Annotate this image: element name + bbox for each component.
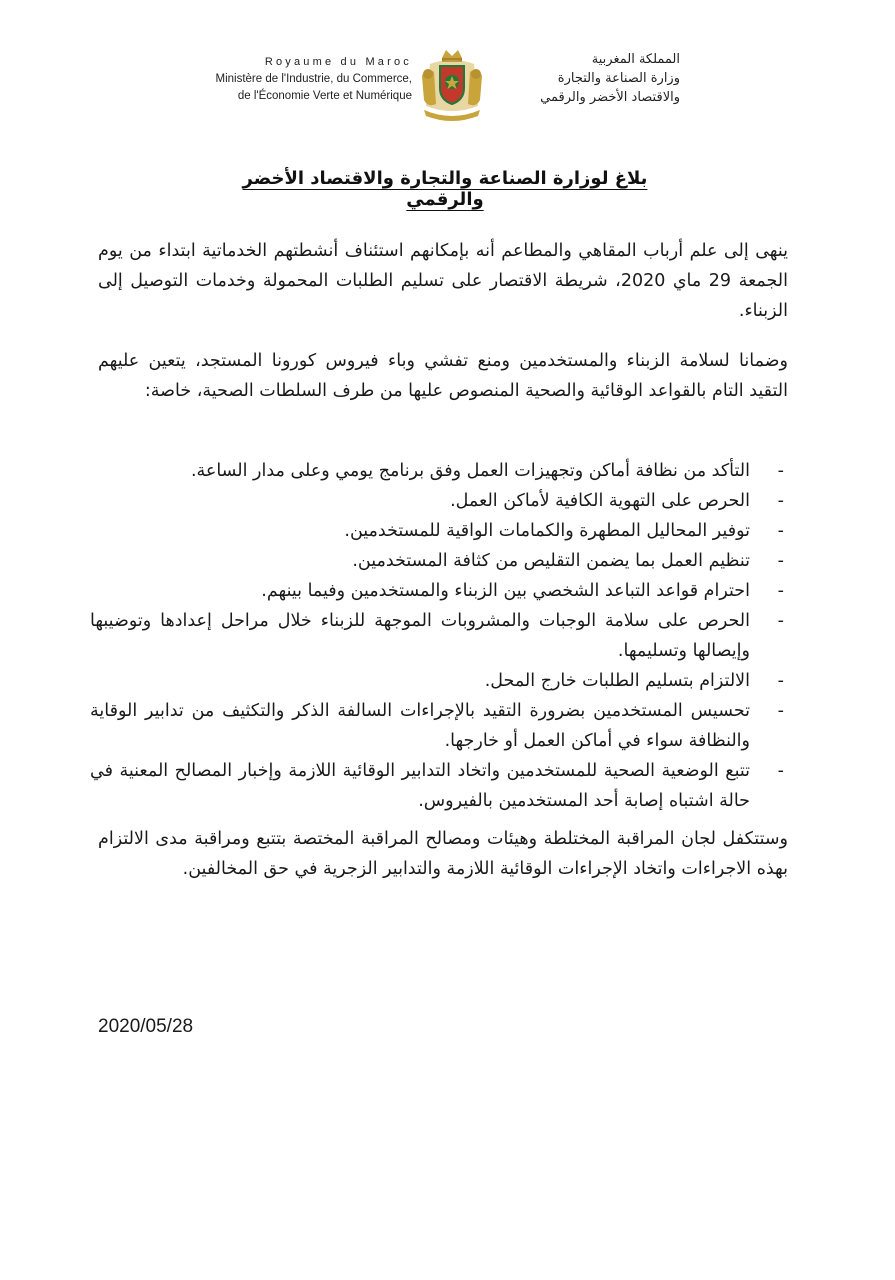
list-item <box>90 516 790 546</box>
list-item-text: التأكد من نظافة أماكن وتجهيزات العمل وفق برنامج يومي وعلى مدار الساعة. <box>190 461 750 481</box>
list-item <box>90 576 790 606</box>
list-item-text: تتبع الوضعية الصحية للمستخدمين واتخاد التدابير الوقائية اللازمة وإخبار المصالح المعنية في حالة اشتباه إصابة أحد المستخدمين بالفيروس. <box>90 761 750 811</box>
list-item-text: الحرص على التهوية الكافية لأماكن العمل. <box>450 491 750 511</box>
list-item-text: تنظيم العمل بما يضمن التقليص من كثافة المستخدمين. <box>352 551 750 571</box>
document-date: 2020/05/28 <box>98 1016 194 1037</box>
letterhead-fr-ministry-line2: de l'Économie Verte et Numérique <box>237 90 412 102</box>
letterhead-ar-ministry-line2: والاقتصاد الأخضر والرقمي <box>540 90 680 105</box>
letterhead-fr-ministry-line1: Ministère de l'Industrie, du Commerce, <box>215 73 412 85</box>
letterhead-fr-kingdom: Royaume du Maroc <box>264 56 412 68</box>
bullet-marker: - <box>777 761 784 781</box>
paragraph-intro: ينهى إلى علم أرباب المقاهي والمطاعم أنه بإمكانهم استئناف أنشطتهم الخدماتية ابتداء من يوم الجمعة 29 ماي 2020، شريطة الاقتصار على تسليم الطلبات المحمولة وخدمات التوصيل إلى الزبناء. <box>98 241 788 321</box>
paragraph-conditions: وضمانا لسلامة الزبناء والمستخدمين ومنع تفشي وباء فيروس كورونا المستجد، يتعين عليهم التقيد التام بالقواعد الوقائية والصحية المنصوص عليها من طرف السلطات الصحية، خاصة: <box>98 351 788 401</box>
list-item-text: توفير المحاليل المطهرة والكمامات الواقية للمستخدمين. <box>344 521 750 541</box>
letterhead-french <box>200 54 412 105</box>
letterhead-arabic <box>490 50 680 107</box>
list-item-text: الالتزام بتسليم الطلبات خارج المحل. <box>484 671 750 691</box>
document-title: بلاغ لوزارة الصناعة والتجارة والاقتصاد الأخضر والرقمي <box>242 168 648 210</box>
list-item <box>90 546 790 576</box>
paragraph-enforcement: وستتكفل لجان المراقبة المختلطة وهيئات ومصالح المراقبة المختصة بتتبع ومراقبة مدى الالتزام بهذه الاجراءات واتخاد الإجراءات الوقائية اللازمة والتدابير الزجرية في حق المخالفين. <box>98 829 788 879</box>
bullet-marker: - <box>777 551 784 571</box>
list-item <box>90 606 790 666</box>
bullet-marker: - <box>777 671 784 691</box>
list-item-text: احترام قواعد التباعد الشخصي بين الزبناء والمستخدمين وفيما بينهم. <box>261 581 750 601</box>
list-item <box>90 696 790 756</box>
bullet-marker: - <box>777 581 784 601</box>
list-item-text: تحسيس المستخدمين بضرورة التقيد بالإجراءات السالفة الذكر والتكثيف من تدابير الوقاية والنظافة سواء في أماكن العمل أو خارجها. <box>90 701 750 751</box>
letterhead-ar-kingdom: المملكة المغربية <box>591 52 680 67</box>
list-item <box>90 456 790 486</box>
bullet-marker: - <box>777 701 784 721</box>
bullet-marker: - <box>777 491 784 511</box>
list-item-text: الحرص على سلامة الوجبات والمشروبات الموجهة للزبناء خلال مراحل إعدادها وتوضيبها وإيصالها وتسليمها. <box>90 611 750 661</box>
letterhead-ar-ministry-line1: وزارة الصناعة والتجارة <box>557 71 680 86</box>
list-item <box>90 486 790 516</box>
list-item <box>90 756 790 816</box>
royal-coat-of-arms-icon <box>418 46 486 122</box>
bullet-marker: - <box>777 461 784 481</box>
list-item <box>90 666 790 696</box>
bullet-marker: - <box>777 521 784 541</box>
bullet-marker: - <box>777 611 784 631</box>
rules-list <box>90 456 790 816</box>
